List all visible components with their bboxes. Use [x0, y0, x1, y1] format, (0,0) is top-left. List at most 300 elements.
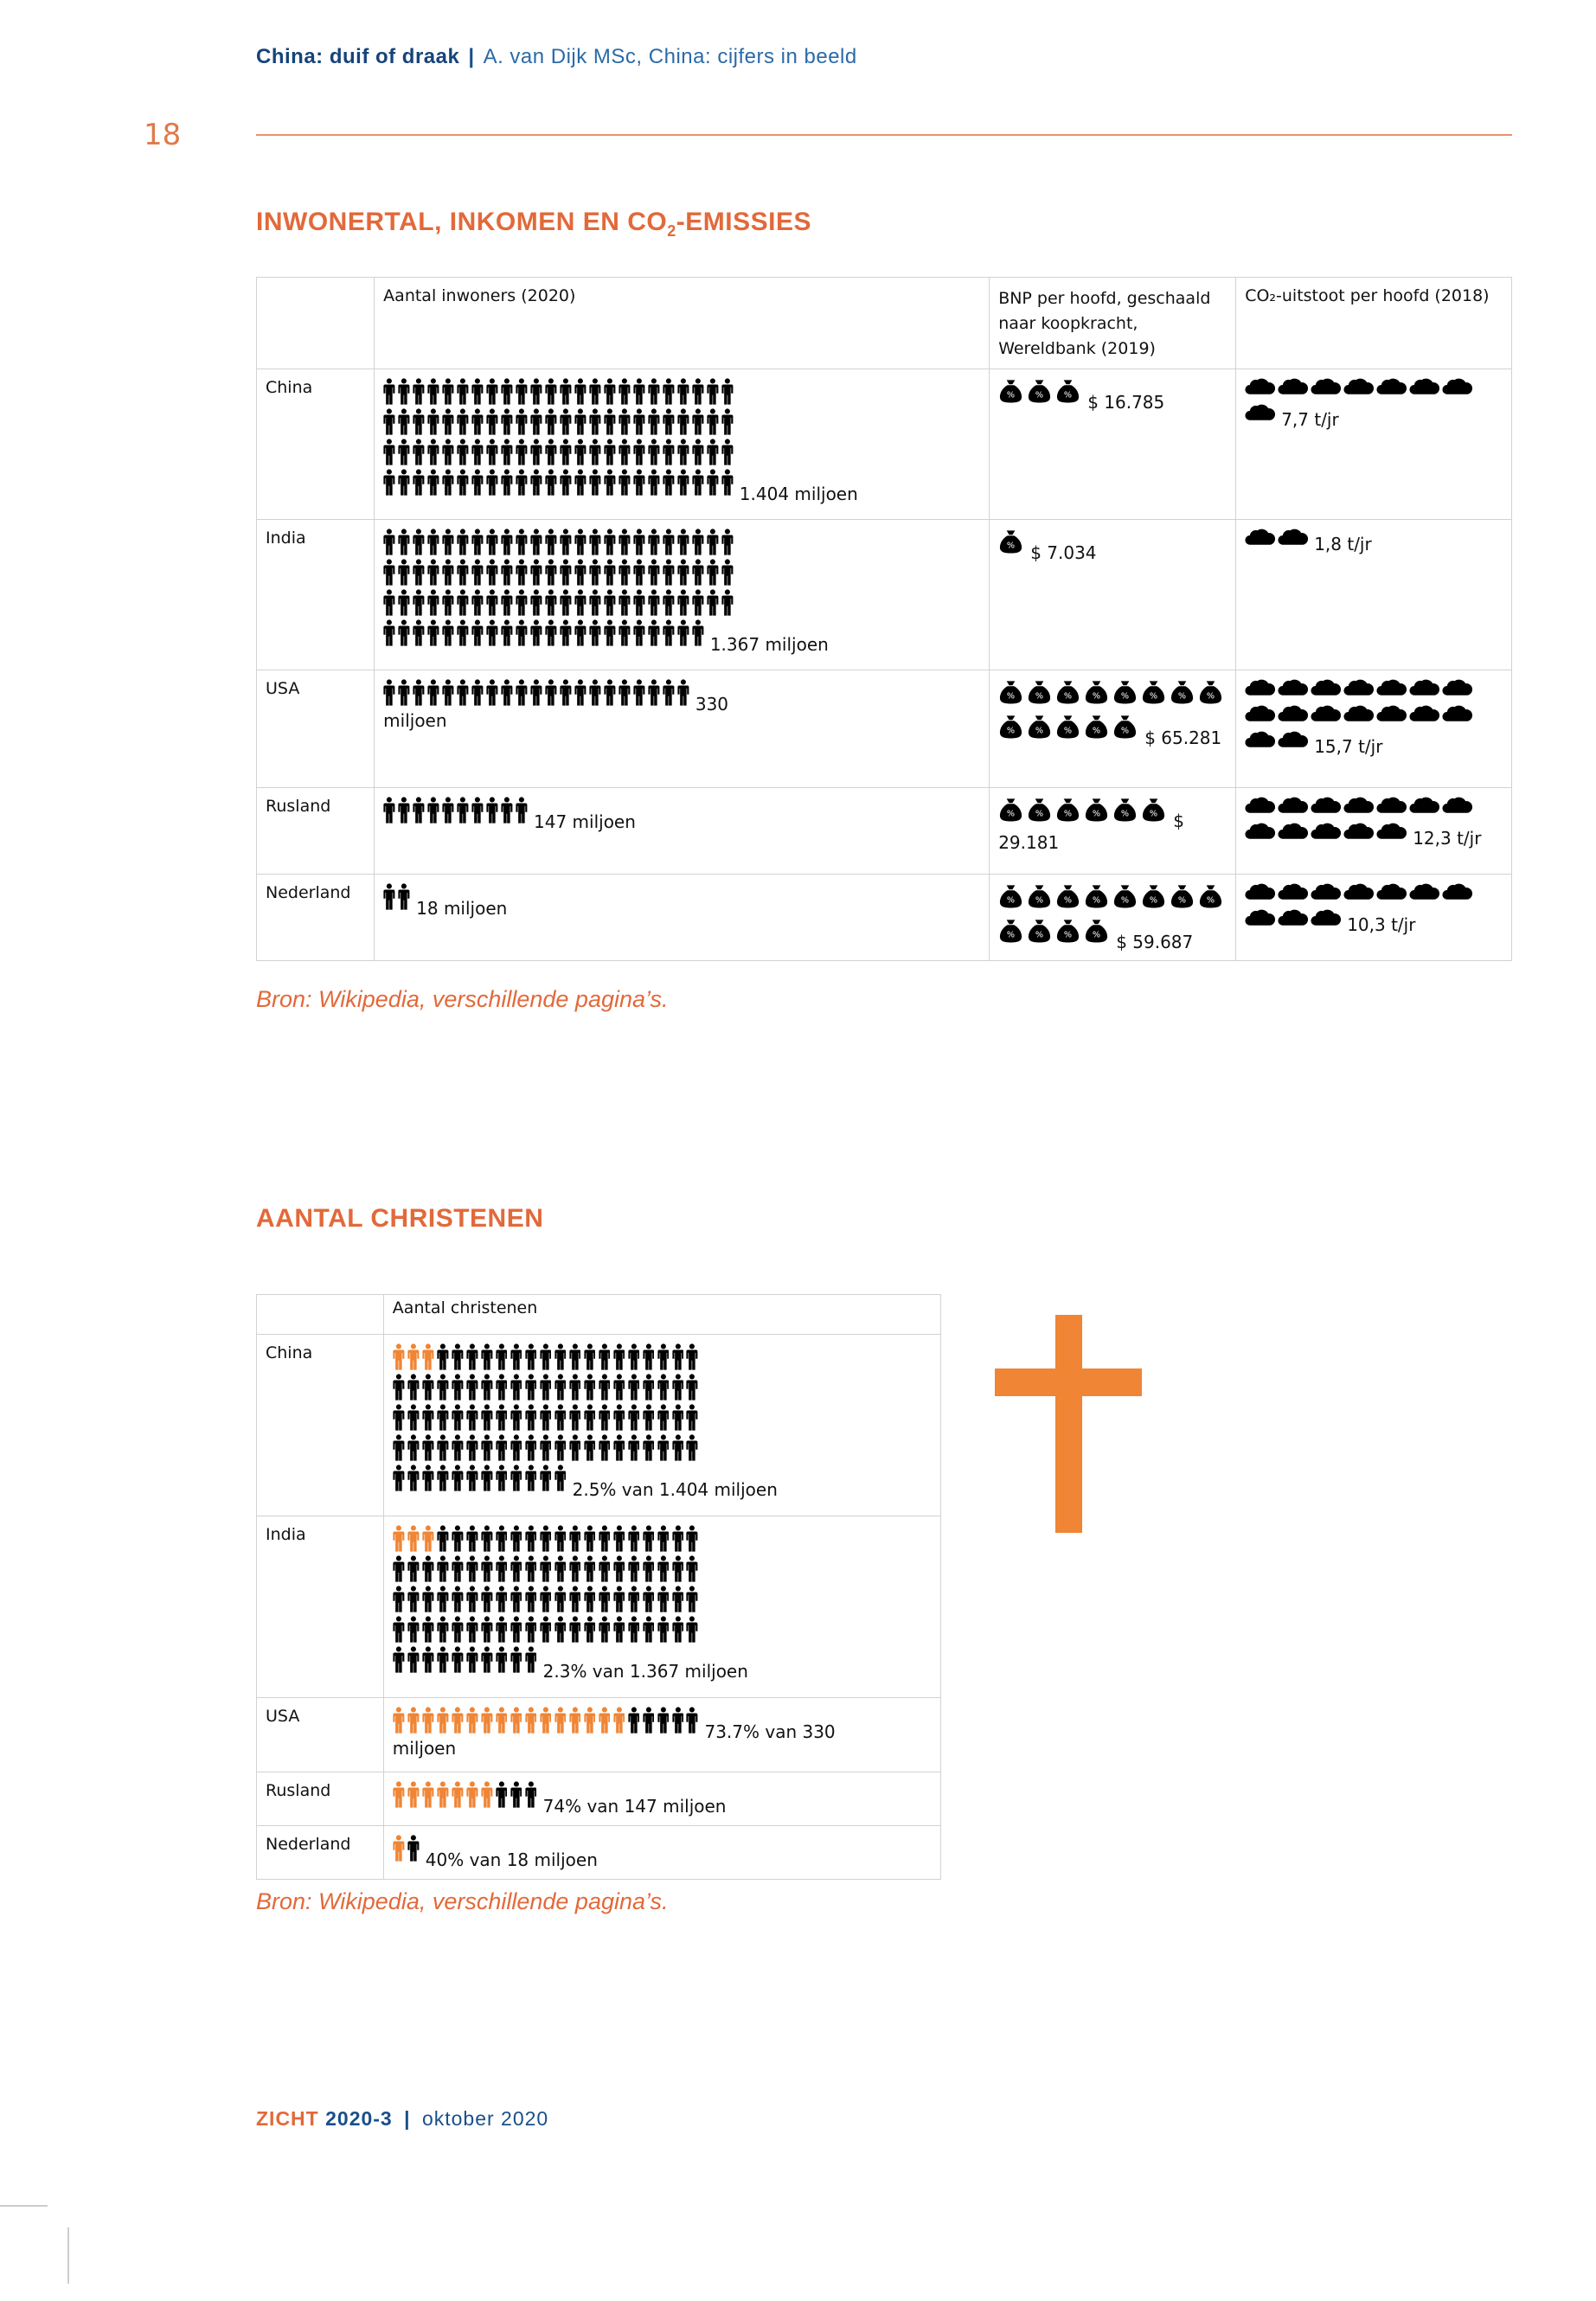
person-icon	[442, 408, 454, 435]
cloud-icon	[1376, 823, 1407, 840]
person-icon	[604, 589, 616, 616]
person-icon	[442, 439, 454, 465]
person-icon	[413, 529, 425, 555]
money-bag-icon	[1112, 797, 1138, 823]
christian-person-icon	[554, 1707, 567, 1734]
cloud-icon	[1245, 529, 1275, 546]
person-icon	[599, 1374, 611, 1400]
table-row	[257, 369, 1512, 520]
person-icon	[437, 1404, 449, 1431]
person-icon	[554, 1586, 567, 1612]
person-icon	[422, 1465, 434, 1491]
person-icon	[599, 1586, 611, 1612]
money-bag-icon	[1055, 797, 1080, 823]
person-icon	[437, 1465, 449, 1491]
person-icon	[407, 1616, 420, 1643]
person-icon	[628, 1343, 640, 1370]
person-icon	[442, 469, 454, 496]
christians-cell: 2.3% van 1.367 miljoen	[383, 1516, 940, 1698]
money-bag-icon	[998, 714, 1023, 740]
person-icon	[589, 679, 601, 706]
person-icon	[686, 1555, 698, 1582]
cloud-icon	[1343, 797, 1374, 814]
footer	[256, 2107, 548, 2131]
cloud-icon	[1278, 731, 1308, 748]
svg-text:%: %	[1064, 726, 1073, 736]
header-population: Aantal inwoners (2020)	[375, 278, 990, 369]
person-icon	[648, 559, 660, 586]
christians-cell: 74% van 147 miljoen	[383, 1772, 940, 1826]
person-icon	[672, 1616, 684, 1643]
person-icon	[589, 378, 601, 405]
person-icon	[481, 1434, 493, 1461]
person-icon	[599, 1404, 611, 1431]
cloud-icon	[1245, 679, 1275, 696]
person-icon	[530, 589, 542, 616]
person-icon	[574, 439, 586, 465]
christian-person-icon	[393, 1343, 405, 1370]
co2-cell: 15,7 t/jr	[1236, 670, 1512, 788]
person-icon	[442, 619, 454, 646]
footer-date: oktober 2020	[421, 2107, 549, 2130]
person-icon	[574, 619, 586, 646]
person-icon	[525, 1434, 537, 1461]
population-cell: 18 miljoen	[375, 875, 990, 961]
person-icon	[393, 1555, 405, 1582]
money-bag-icon	[1112, 883, 1138, 909]
person-icon	[398, 408, 410, 435]
svg-text:%: %	[1150, 895, 1158, 906]
money-bag-icon	[1141, 679, 1166, 705]
person-icon	[393, 1465, 405, 1491]
person-icon	[481, 1404, 493, 1431]
person-icon	[496, 1586, 508, 1612]
person-icon	[501, 589, 513, 616]
person-icon	[619, 679, 631, 706]
person-icon	[677, 378, 689, 405]
svg-text:%: %	[1178, 895, 1187, 906]
value-label-cont: miljoen	[392, 1738, 457, 1759]
country-label: USA	[257, 670, 375, 788]
person-icon	[398, 589, 410, 616]
person-icon	[525, 1343, 537, 1370]
source-note-2: Bron: Wikipedia, verschillende pagina’s.	[256, 1888, 669, 1914]
person-icon	[383, 883, 395, 910]
svg-text:%: %	[1064, 390, 1073, 401]
christian-person-icon	[496, 1707, 508, 1734]
header-christians: Aantal christenen	[383, 1295, 940, 1335]
person-icon	[383, 559, 395, 586]
person-icon	[427, 529, 439, 555]
christian-person-icon	[437, 1781, 449, 1808]
country-label: Rusland	[257, 1772, 384, 1826]
svg-text:%: %	[1093, 691, 1101, 702]
header-author: A. van Dijk MSc, China: cijfers in beeld	[483, 45, 857, 68]
cloud-icon	[1245, 705, 1275, 722]
svg-text:%: %	[1121, 691, 1130, 702]
person-icon	[481, 1343, 493, 1370]
person-icon	[540, 1616, 552, 1643]
person-icon	[589, 529, 601, 555]
person-icon	[457, 679, 469, 706]
person-icon	[628, 1555, 640, 1582]
person-icon	[516, 679, 528, 706]
person-icon	[574, 589, 586, 616]
person-icon	[452, 1434, 464, 1461]
person-icon	[628, 1434, 640, 1461]
table-row	[257, 1826, 941, 1880]
person-icon	[457, 619, 469, 646]
person-icon	[486, 589, 498, 616]
person-icon	[481, 1555, 493, 1582]
table-corner	[257, 278, 375, 369]
gdp-cell: % % % % % % % % % % % % % $ 65.281	[990, 670, 1236, 788]
person-icon	[398, 529, 410, 555]
person-icon	[525, 1555, 537, 1582]
christian-person-icon	[599, 1707, 611, 1734]
person-icon	[560, 679, 572, 706]
person-icon	[633, 589, 645, 616]
person-icon	[545, 378, 557, 405]
person-icon	[496, 1343, 508, 1370]
person-icon	[604, 559, 616, 586]
cloud-icon	[1442, 679, 1472, 696]
person-icon	[398, 679, 410, 706]
person-icon	[510, 1555, 522, 1582]
person-icon	[643, 1586, 655, 1612]
person-icon	[516, 378, 528, 405]
person-icon	[628, 1616, 640, 1643]
person-icon	[525, 1646, 537, 1673]
person-icon	[692, 589, 704, 616]
person-icon	[383, 619, 395, 646]
person-icon	[545, 679, 557, 706]
co2-cell: 12,3 t/jr	[1236, 788, 1512, 875]
person-icon	[569, 1343, 581, 1370]
person-icon	[633, 469, 645, 496]
person-icon	[707, 559, 719, 586]
person-icon	[686, 1404, 698, 1431]
person-icon	[516, 559, 528, 586]
christian-person-icon	[481, 1781, 493, 1808]
person-icon	[686, 1707, 698, 1734]
person-icon	[486, 529, 498, 555]
person-icon	[501, 439, 513, 465]
person-icon	[619, 378, 631, 405]
christians-cell: 73.7% van 330 miljoen	[383, 1698, 940, 1772]
person-icon	[442, 589, 454, 616]
person-icon	[481, 1525, 493, 1552]
person-icon	[486, 797, 498, 824]
svg-text:%: %	[1007, 541, 1016, 551]
person-icon	[466, 1404, 478, 1431]
person-icon	[686, 1616, 698, 1643]
person-icon	[413, 797, 425, 824]
person-icon	[393, 1404, 405, 1431]
person-icon	[721, 378, 734, 405]
money-bag-icon	[1170, 679, 1195, 705]
person-icon	[398, 619, 410, 646]
person-icon	[604, 408, 616, 435]
person-icon	[437, 1525, 449, 1552]
money-bag-icon	[998, 679, 1023, 705]
christian-person-icon	[393, 1525, 405, 1552]
person-icon	[545, 469, 557, 496]
gdp-cell: % % % $ 16.785	[990, 369, 1236, 520]
person-icon	[554, 1616, 567, 1643]
country-label: India	[257, 1516, 384, 1698]
cloud-icon	[1311, 797, 1341, 814]
person-icon	[554, 1404, 567, 1431]
svg-text:%: %	[1035, 930, 1044, 940]
money-bag-icon	[1055, 918, 1080, 944]
person-icon	[471, 469, 484, 496]
footer-issue: 2020-3	[325, 2107, 393, 2130]
co2-cell: 10,3 t/jr	[1236, 875, 1512, 961]
person-icon	[604, 619, 616, 646]
person-icon	[413, 679, 425, 706]
person-icon	[516, 797, 528, 824]
person-icon	[413, 408, 425, 435]
person-icon	[643, 1434, 655, 1461]
person-icon	[663, 679, 675, 706]
person-icon	[540, 1555, 552, 1582]
svg-text:%: %	[1035, 726, 1044, 736]
person-icon	[510, 1525, 522, 1552]
cloud-icon	[1311, 883, 1341, 901]
person-icon	[643, 1343, 655, 1370]
person-icon	[663, 529, 675, 555]
person-icon	[707, 439, 719, 465]
person-icon	[657, 1555, 670, 1582]
person-icon	[599, 1555, 611, 1582]
person-icon	[569, 1525, 581, 1552]
person-icon	[574, 469, 586, 496]
person-icon	[545, 559, 557, 586]
person-icon	[413, 469, 425, 496]
person-icon	[560, 559, 572, 586]
person-icon	[569, 1404, 581, 1431]
person-icon	[427, 439, 439, 465]
person-icon	[427, 589, 439, 616]
person-icon	[427, 619, 439, 646]
cloud-icon	[1311, 705, 1341, 722]
person-icon	[584, 1343, 596, 1370]
svg-text:%: %	[1150, 809, 1158, 819]
cloud-icon	[1343, 823, 1374, 840]
person-icon	[437, 1555, 449, 1582]
person-icon	[672, 1343, 684, 1370]
person-icon	[398, 559, 410, 586]
christian-person-icon	[422, 1525, 434, 1552]
cloud-icon	[1442, 797, 1472, 814]
cloud-icon	[1376, 378, 1407, 395]
person-icon	[657, 1434, 670, 1461]
money-bag-icon	[1055, 378, 1080, 404]
money-bag-icon	[1055, 679, 1080, 705]
svg-text:%: %	[1207, 691, 1215, 702]
svg-text:%: %	[1207, 895, 1215, 906]
person-icon	[510, 1781, 522, 1808]
money-bag-icon	[1027, 679, 1052, 705]
person-icon	[457, 589, 469, 616]
person-icon	[663, 619, 675, 646]
person-icon	[619, 619, 631, 646]
person-icon	[569, 1434, 581, 1461]
person-icon	[452, 1616, 464, 1643]
person-icon	[584, 1525, 596, 1552]
person-icon	[437, 1616, 449, 1643]
person-icon	[663, 439, 675, 465]
person-icon	[516, 529, 528, 555]
person-icon	[510, 1343, 522, 1370]
person-icon	[466, 1525, 478, 1552]
person-icon	[686, 1374, 698, 1400]
christians-cell: 2.5% van 1.404 miljoen	[383, 1335, 940, 1516]
person-icon	[613, 1404, 625, 1431]
person-icon	[383, 529, 395, 555]
svg-text:%: %	[1093, 809, 1101, 819]
person-icon	[677, 439, 689, 465]
person-icon	[648, 529, 660, 555]
person-icon	[569, 1374, 581, 1400]
svg-text:%: %	[1007, 809, 1016, 819]
person-icon	[501, 619, 513, 646]
person-icon	[471, 619, 484, 646]
person-icon	[613, 1343, 625, 1370]
person-icon	[589, 559, 601, 586]
page-number: 18	[144, 118, 182, 152]
person-icon	[589, 439, 601, 465]
person-icon	[407, 1434, 420, 1461]
person-icon	[545, 408, 557, 435]
person-icon	[554, 1525, 567, 1552]
cloud-icon	[1278, 705, 1308, 722]
cloud-icon	[1245, 378, 1275, 395]
person-icon	[466, 1343, 478, 1370]
person-icon	[560, 529, 572, 555]
value-label-cont: 29.181	[998, 832, 1060, 853]
person-icon	[442, 559, 454, 586]
person-icon	[530, 529, 542, 555]
country-label: Rusland	[257, 788, 375, 875]
cloud-icon	[1278, 529, 1308, 546]
person-icon	[677, 679, 689, 706]
person-icon	[672, 1434, 684, 1461]
money-bag-icon	[1084, 883, 1109, 909]
person-icon	[599, 1525, 611, 1552]
person-icon	[442, 529, 454, 555]
person-icon	[457, 797, 469, 824]
person-icon	[516, 439, 528, 465]
person-icon	[393, 1586, 405, 1612]
cloud-icon	[1278, 679, 1308, 696]
svg-text:%: %	[1064, 809, 1073, 819]
person-icon	[530, 439, 542, 465]
cloud-icon	[1311, 679, 1341, 696]
person-icon	[530, 559, 542, 586]
person-icon	[721, 408, 734, 435]
person-icon	[619, 408, 631, 435]
person-icon	[383, 589, 395, 616]
person-icon	[427, 378, 439, 405]
person-icon	[393, 1434, 405, 1461]
person-icon	[554, 1465, 567, 1491]
person-icon	[721, 439, 734, 465]
person-icon	[393, 1374, 405, 1400]
person-icon	[413, 439, 425, 465]
money-bag-icon	[1141, 883, 1166, 909]
table-row	[257, 875, 1512, 961]
person-icon	[471, 559, 484, 586]
person-icon	[643, 1525, 655, 1552]
person-icon	[525, 1586, 537, 1612]
value-label-cont: miljoen	[383, 710, 447, 731]
person-icon	[584, 1374, 596, 1400]
person-icon	[672, 1404, 684, 1431]
cloud-icon	[1409, 797, 1439, 814]
person-icon	[721, 469, 734, 496]
svg-text:%: %	[1093, 726, 1101, 736]
cloud-icon	[1343, 883, 1374, 901]
christian-person-icon	[422, 1781, 434, 1808]
cloud-icon	[1245, 883, 1275, 901]
person-icon	[471, 679, 484, 706]
christian-person-icon	[407, 1707, 420, 1734]
christian-person-icon	[466, 1781, 478, 1808]
person-icon	[486, 619, 498, 646]
person-icon	[452, 1586, 464, 1612]
person-icon	[628, 1586, 640, 1612]
person-icon	[569, 1616, 581, 1643]
person-icon	[496, 1525, 508, 1552]
money-bag-icon	[1027, 714, 1052, 740]
person-icon	[560, 439, 572, 465]
person-icon	[530, 469, 542, 496]
person-icon	[540, 1586, 552, 1612]
footer-separator: |	[404, 2107, 411, 2130]
person-icon	[599, 1343, 611, 1370]
person-icon	[554, 1555, 567, 1582]
section1-title-sub: 2	[667, 222, 676, 240]
person-icon	[496, 1374, 508, 1400]
person-icon	[457, 439, 469, 465]
section1-title-post: -EMISSIES	[676, 208, 811, 236]
person-icon	[530, 619, 542, 646]
person-icon	[648, 408, 660, 435]
person-icon	[427, 559, 439, 586]
person-icon	[648, 589, 660, 616]
person-icon	[501, 559, 513, 586]
person-icon	[657, 1525, 670, 1552]
person-icon	[452, 1404, 464, 1431]
svg-text:%: %	[1150, 691, 1158, 702]
person-icon	[530, 408, 542, 435]
svg-text:%: %	[1093, 930, 1101, 940]
person-icon	[633, 408, 645, 435]
person-icon	[486, 439, 498, 465]
person-icon	[510, 1404, 522, 1431]
person-icon	[589, 589, 601, 616]
section2-title: AANTAL CHRISTENEN	[256, 1204, 544, 1233]
person-icon	[516, 408, 528, 435]
person-icon	[619, 529, 631, 555]
person-icon	[657, 1586, 670, 1612]
person-icon	[510, 1616, 522, 1643]
person-icon	[516, 589, 528, 616]
person-icon	[413, 378, 425, 405]
person-icon	[383, 378, 395, 405]
